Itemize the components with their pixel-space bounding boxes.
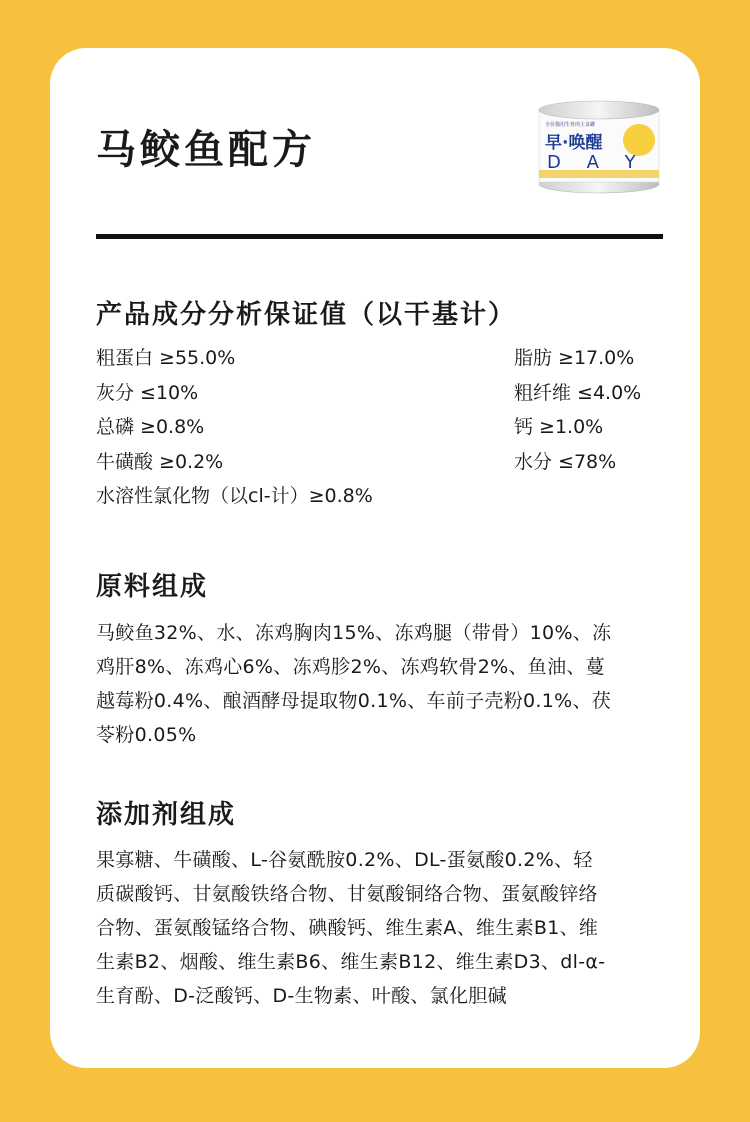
- analysis-item: 灰分 ≤10%: [96, 381, 199, 404]
- can-brand-name: 早·唤醒: [545, 133, 603, 153]
- ingredients-line: 马鲛鱼32%、水、冻鸡胸肉15%、冻鸡腿（带骨）10%、冻: [96, 622, 612, 644]
- additives-line: 生素B2、烟酸、维生素B6、维生素B12、维生素D3、dl-α-: [96, 951, 606, 973]
- divider: [96, 234, 663, 239]
- ingredients-line: 鸡肝8%、冻鸡心6%、冻鸡胗2%、冻鸡软骨2%、鱼油、蔓: [96, 656, 605, 678]
- additives-text: [96, 843, 666, 1013]
- ingredients-line: 越莓粉0.4%、酿酒酵母提取物0.1%、车前子壳粉0.1%、茯: [96, 690, 612, 712]
- additives-line: 生育酚、D-泛酸钙、D-生物素、叶酸、氯化胆碱: [96, 985, 507, 1007]
- page-title: 马鲛鱼配方: [96, 127, 316, 173]
- analysis-item: 水溶性氯化物（以cl-计）≥0.8%: [96, 485, 373, 507]
- product-can-image: [535, 96, 663, 196]
- can-brand-sub: D A Y: [547, 152, 646, 173]
- analysis-item: 总磷 ≥0.8%: [96, 416, 205, 438]
- analysis-item: 脂肪 ≥17.0%: [514, 347, 635, 369]
- analysis-left-column: [96, 341, 373, 514]
- additives-heading: 添加剂组成: [96, 800, 237, 830]
- analysis-item: 牛磺酸 ≥0.2%: [96, 450, 224, 473]
- ingredients-heading: 原料组成: [96, 572, 209, 602]
- analysis-heading: 产品成分分析保证值（以干基计）: [96, 300, 517, 330]
- formula-card: [50, 48, 700, 1068]
- ingredients-text: [96, 616, 666, 752]
- analysis-item: 粗蛋白 ≥55.0%: [96, 347, 236, 369]
- analysis-item: 钙 ≥1.0%: [514, 416, 604, 438]
- analysis-item: 水分 ≤78%: [514, 450, 617, 473]
- can-small-text: 全价猫用生骨肉主食罐: [545, 122, 596, 128]
- analysis-item: 粗纤维 ≤4.0%: [514, 381, 642, 404]
- additives-line: 果寡糖、牛磺酸、L-谷氨酰胺0.2%、DL-蛋氨酸0.2%、轻: [96, 849, 593, 871]
- ingredients-line: 苓粉0.05%: [96, 724, 197, 746]
- additives-line: 质碳酸钙、甘氨酸铁络合物、甘氨酸铜络合物、蛋氨酸锌络: [96, 883, 598, 905]
- additives-line: 合物、蛋氨酸锰络合物、碘酸钙、维生素A、维生素B1、维: [96, 917, 599, 939]
- analysis-right-column: [514, 341, 641, 479]
